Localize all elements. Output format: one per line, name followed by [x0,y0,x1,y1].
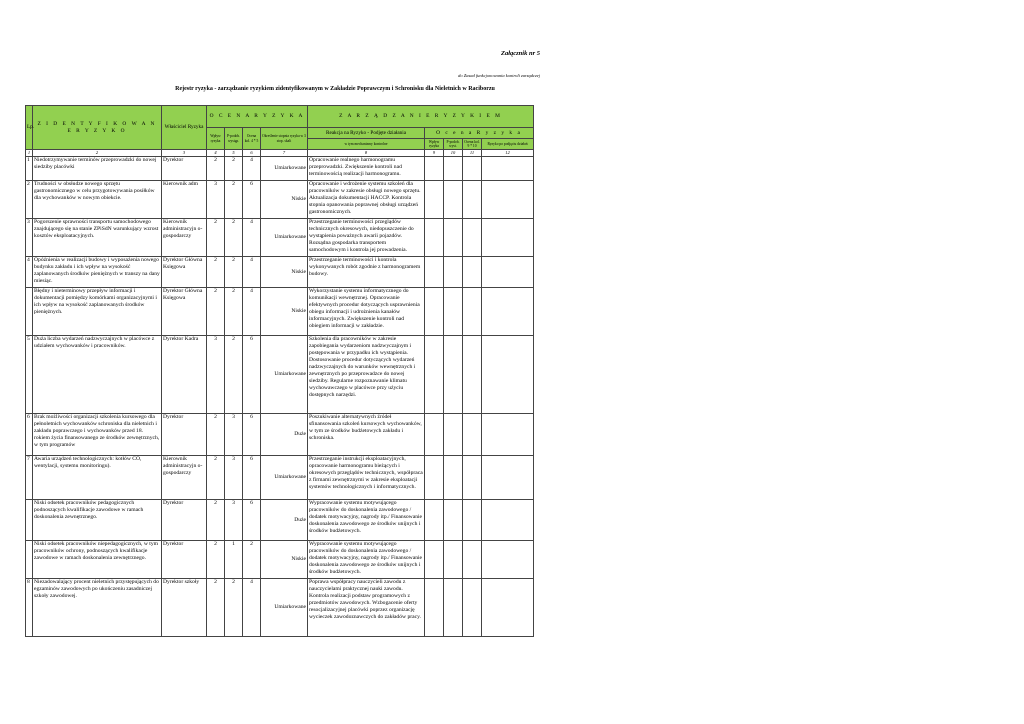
col-assessment: O C E N A R Y Z Y K A [207,106,308,128]
row-probability: 1 [225,541,243,579]
row-risk: Trudności w obsłudze nowego sprzętu gastronomicznego w celu przygotowywania posiłków dla wychowanków w nowym obiekcie. [33,181,162,219]
row-action: Poszukiwanie alternatywnych źródeł sfinansowania szkoleń kursowych wychowanków, w tym ze środków budżetowych zakładu i schroniska. [308,414,425,456]
row-impact: 3 [207,336,225,414]
row-probability2 [444,541,463,579]
row-risk-level: Niskie [261,288,308,336]
table-row [26,500,534,541]
row-risk-level: Duże [261,414,308,456]
col-number: 8 [308,150,425,157]
row-score2 [463,157,482,181]
col-response-sub: w tym mechanizmy kontrolne [308,139,425,150]
annex-label: Załącznik nr 5 [500,50,540,57]
row-lp: 6 [26,414,33,456]
row-risk-level: Niskie [261,257,308,288]
table-row [26,541,534,579]
row-score2 [463,414,482,456]
row-probability: 2 [225,288,243,336]
col-number: 9 [425,150,444,157]
row-residual [482,500,534,541]
row-impact: 2 [207,579,225,637]
table-row [26,219,534,257]
row-risk-level: Umiarkowane [261,456,308,500]
row-action: Opracowanie i wdrożenie systemu szkoleń dla pracowników w zakresie obsługi nowego sprzętu. Aktualizacja dokumentacji HACCP. Kontrola stopnia opanowania poprawnej obsługi urządzeń gastronomicznych. [308,181,425,219]
col-number: 2 [33,150,162,157]
col-number: 1 [26,150,33,157]
row-score: 2 [243,541,261,579]
row-residual [482,157,534,181]
col-lp: Lp. [26,106,33,150]
document-title: Rejestr ryzyka - zarządzanie ryzykiem zidentyfikowanym w Zakładzie Poprawczym i Schronisku dla Nieletnich w Raciborzu [175,86,495,92]
row-residual [482,257,534,288]
col-weight2: Ocena kol. 9 * 10 [464,139,480,148]
row-risk-level: Niskie [261,181,308,219]
row-owner: Kierownik administracyjn o-gospodarczy [162,219,207,257]
row-probability: 3 [225,414,243,456]
table-row [26,157,534,181]
row-owner: Dyrektor [162,500,207,541]
row-action: Przestrzeganie instrukcji eksploatacyjnych, opracowanie harmonogramu bieżących i okresowych przeglądów technicznych, współpraca z firmami zewnętrznymi w zakresie eksploatacji systemów technologicznych i informatycznych. [308,456,425,500]
row-score: 6 [243,336,261,414]
col-number: 12 [482,150,534,157]
row-probability2 [444,288,463,336]
row-action: Przestrzeganie terminowości przeglądów technicznych okresowych, niedopuszczenie do wystąpienia poważnych awarii pojazdów. Rozsądna gospodarka transportem samochodowym i kontrola jej prowadzenia. [308,219,425,257]
table-row [26,257,534,288]
row-owner: Kierownik adm [162,181,207,219]
col-number: 10 [444,150,463,157]
row-owner: Kierownik administracyjn o-gospodarczy [162,456,207,500]
row-score: 6 [243,500,261,541]
column-numbers-row [26,150,534,157]
row-lp: 5 [26,336,33,414]
row-impact2 [425,579,444,637]
row-residual [482,219,534,257]
row-probability: 3 [225,500,243,541]
row-risk: Niedotrzymywanie terminów przeprowadzki do nowej siedziby placówki [33,157,162,181]
row-probability2 [444,336,463,414]
row-action: Przestrzeganie terminowości i kontrola wykonywanych robót zgodnie z harmonogramem budowy. [308,257,425,288]
row-impact2 [425,500,444,541]
row-lp [26,541,33,579]
risk-register-table [25,105,534,637]
row-probability2 [444,456,463,500]
row-risk-level: Umiarkowane [261,157,308,181]
row-probability: 2 [225,579,243,637]
row-probability: 2 [225,219,243,257]
col-number: 7 [261,150,308,157]
row-impact: 3 [207,181,225,219]
row-owner: Dyrektor [162,541,207,579]
row-residual [482,336,534,414]
row-score2 [463,579,482,637]
row-impact: 2 [207,456,225,500]
row-score: 6 [243,181,261,219]
row-probability: 2 [225,157,243,181]
row-probability2 [444,500,463,541]
row-residual [482,181,534,219]
row-action: Wypracowanie systemu motywującego pracowników do doskonalenia zawodowego / dodatek motywacyjny, nagrody itp./ Finansowanie doskonalenia zawodowego ze środków unijnych i środków budżetowych. [308,500,425,541]
row-lp [26,500,33,541]
col-probability2: P-podob. wyst. [444,139,463,150]
row-owner: Dyrektor Główna Księgowa [162,257,207,288]
row-lp: 2 [26,181,33,219]
row-probability: 3 [225,456,243,500]
row-probability2 [444,219,463,257]
row-impact2 [425,181,444,219]
row-probability2 [444,181,463,219]
row-score2 [463,456,482,500]
row-residual [482,456,534,500]
row-residual [482,288,534,336]
row-impact2 [425,219,444,257]
row-risk-level: Umiarkowane [261,336,308,414]
row-impact2 [425,456,444,500]
col-number: 6 [243,150,261,157]
table-row [26,336,534,414]
col-impact2: Wpływ ryzyka [425,139,444,150]
col-weight: Ocena kol. 4 * 5 [243,128,261,150]
row-risk: Opóźnienia w realizacji budowy i wyposażenia nowego budynku zakładu i ich wpływ na wysokość zaplanowanych środków pieniężnych w transzy na dany miesiąc. [33,257,162,288]
row-action: Wykorzystanie systemu informatycznego do komunikacji wewnętrznej. Opracowanie efektywnych procedur dotyczących usprawnienia obiegu informacji i udrożnienia kanałów informacyjnych. Zwiększenie kontroli nad obiegiem informacji w zakładzie. [308,288,425,336]
col-number: 5 [225,150,243,157]
col-response: Reakcja na Ryzyko - Podjęte działania [308,128,425,139]
col-impact: Wpływ ryzyka [207,128,225,150]
row-risk: Pogorszenie sprawności transportu samochodowego znajdującego się na stanie ZPiSdN warunkujący wzrost kosztów eksploatacyjnych. [33,219,162,257]
row-score: 4 [243,257,261,288]
table-row [26,456,534,500]
row-risk-level: Duże [261,500,308,541]
row-score2 [463,288,482,336]
row-score2 [463,541,482,579]
row-risk: Niski odsetek pracowników pedagogicznych podnoszących kwalifikacje zawodowe w ramach doskonalenia zewnętrznego. [33,500,162,541]
row-probability: 2 [225,181,243,219]
row-owner: Dyrektor [162,157,207,181]
row-impact: 2 [207,288,225,336]
row-risk: Błędny i nieterminowy przepływ informacji i dokumentacji pomiędzy komórkami organizacyjnymi i ich wpływ na wysokość zaplanowanych środków pieniężnych. [33,288,162,336]
row-risk-level: Umiarkowane [261,219,308,257]
row-risk: Brak możliwości organizacji szkolenia kursowego dla pełnoletnich wychowanków schroniska dla nieletnich i zakładu poprawczego i wychowanków przed 18. rokiem życia finansowanego ze środków zewnętrznych, w tym programów [33,414,162,456]
row-action: Poprawa współpracy nauczycieli zawodu z nauczycielami praktycznej nauki zawodu. Kontrola realizacji podstaw programowych z przedmiotów zawodowych. Wzbogacenie oferty resocjalizacyjnej placówki poprzez organizację wycieczek zawodoznawczych do zakładów pracy. [308,579,425,637]
row-owner: Dyrektor [162,414,207,456]
col-risk: Z I D E N T Y F I K O W A N E R Y Z Y K O [33,106,162,150]
row-risk: Awaria urządzeń technologicznych: kotłów CO, wentylacji, systemu monitoringu). [33,456,162,500]
row-score2 [463,500,482,541]
row-probability2 [444,257,463,288]
col-residual: Ryzyko po podjęciu działań [482,139,534,150]
col-owner: Właściciel Ryzyka [162,106,207,150]
col-management: Z A R Z Ą D Z A N I E R Y Z Y K I E M [308,106,534,128]
row-action: Opracowanie realnego harmonogramu przeprowadzki. Zwiększenie kontroli nad terminowością realizacji harmonogramu. [308,157,425,181]
row-impact2 [425,157,444,181]
row-risk-level: Niskie [261,541,308,579]
col-number: 11 [463,150,482,157]
row-probability2 [444,579,463,637]
col-reassess: O c e n a R y z y k a [425,128,534,139]
row-action: Wypracowanie systemu motywującego pracowników do doskonalenia zawodowego / dodatek motywacyjny, nagrody itp./ Finansowanie doskonalenia zawodowego ze środków unijnych i środków budżetowych. [308,541,425,579]
row-owner: Dyrektor Kadra [162,336,207,414]
row-score: 4 [243,579,261,637]
col-number: 3 [162,150,207,157]
row-impact2 [425,288,444,336]
row-probability2 [444,414,463,456]
row-lp: 1 [26,157,33,181]
row-score: 6 [243,456,261,500]
table-row [26,579,534,637]
row-risk: Niski odsetek pracowników niepedagogicznych, w tym pracowników ochrony, podnoszących kwalifikacje zawodowe w ramach doskonalenia zewnętrznego. [33,541,162,579]
row-residual [482,414,534,456]
row-lp [26,288,33,336]
row-impact: 2 [207,414,225,456]
row-impact: 2 [207,541,225,579]
row-score2 [463,181,482,219]
row-score: 4 [243,288,261,336]
row-probability: 2 [225,336,243,414]
col-acceptance: Określenie stopnia ryzyka w 3 stop. skali [261,128,308,150]
table-row [26,414,534,456]
row-lp: 3 [26,219,33,257]
col-number: 4 [207,150,225,157]
row-score: 4 [243,219,261,257]
table-row [26,181,534,219]
row-risk-level: Umiarkowane [261,579,308,637]
row-impact: 2 [207,257,225,288]
row-risk: Duża liczba wydarzeń nadzwyczajnych w placówce z udziałem wychowanków i pracowników. [33,336,162,414]
row-impact2 [425,541,444,579]
row-probability2 [444,157,463,181]
row-action: Szkolenia dla pracowników w zakresie zapobiegania wydarzeniom nadzwyczajnym i postępowania w przypadku ich wystąpienia. Dostosowanie procedur dotyczących wydarzeń nadzwyczajnych do warunków wewnętrznych i zewnętrznych po przeprowadzce do nowej siedziby. Regularne rozpoznawanie klimatu wychowawczego w placówce przy użyciu dostępnych narzędzi. [308,336,425,414]
row-impact2 [425,336,444,414]
row-lp: 8 [26,579,33,637]
row-impact2 [425,257,444,288]
row-score: 4 [243,157,261,181]
row-residual [482,579,534,637]
row-score2 [463,336,482,414]
row-impact2 [425,414,444,456]
row-impact: 2 [207,219,225,257]
row-score2 [463,219,482,257]
row-score2 [463,257,482,288]
annex-subtitle: do Zasad funkcjonowania kontroli zarządczej [458,73,540,78]
row-residual [482,541,534,579]
row-probability: 2 [225,257,243,288]
row-owner: Dyrektor szkoły [162,579,207,637]
row-risk: Niezadowalający procent nieletnich przystępujących do egzaminów zawodowych po ukończeniu zasadniczej szkoły zawodowej. [33,579,162,637]
row-impact: 2 [207,500,225,541]
row-lp: 4 [26,257,33,288]
table-row [26,288,534,336]
col-probability: P-podob. wystąp. [225,128,243,150]
row-impact: 2 [207,157,225,181]
row-lp: 7 [26,456,33,500]
row-owner: Dyrektor Główna Księgowa [162,288,207,336]
row-score: 6 [243,414,261,456]
